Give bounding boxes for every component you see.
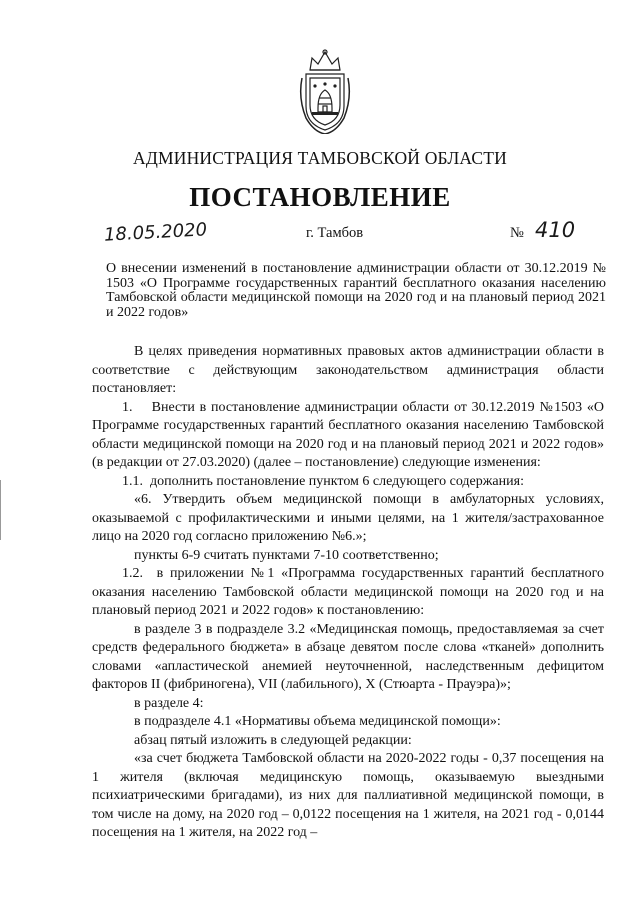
scan-edge-mark	[0, 480, 1, 540]
body-paragraph: в разделе 3 в подразделе 3.2 «Медицинская помощь, предоставляемая за счет средств федерального бюджета» в абзаце девятом после слова «тканей» дополнить словами «апластической анемией неуточненной, наследственным дефицитом факторов II (фибриногена), VII (лабильного), X (Стюарта - Прауэра)»;	[92, 621, 604, 692]
body-paragraph: пункты 6-9 считать пунктами 7-10 соответственно;	[134, 547, 439, 563]
body-paragraph: в подразделе 4.1 «Нормативы объема медицинской помощи»:	[134, 714, 501, 729]
organization-name: АДМИНИСТРАЦИЯ ТАМБОВСКОЙ ОБЛАСТИ	[133, 148, 507, 168]
body-paragraph: в разделе 4:	[134, 695, 204, 711]
document-number-label: №	[510, 225, 524, 241]
coat-of-arms-emblem	[296, 48, 354, 134]
body-paragraph: 1. Внести в постановление администрации области от 30.12.2019 №1503 «О Программе государственных гарантий бесплатного оказания населению Тамбовской области медицинской помощи на 2020 год и на плановый период 2021 и 2022 годов» (в редакции от 27.03.2020) (далее – постановление) следующие изменения:	[92, 399, 604, 470]
body-paragraph: абзац пятый изложить в следующей редакции:	[134, 732, 412, 748]
document-type-title: ПОСТАНОВЛЕНИЕ	[189, 182, 451, 212]
body-paragraph: В целях приведения нормативных правовых актов администрации области в соответствие с действующим законодательством администрация области постановляет:	[92, 344, 604, 396]
document-number: 410	[535, 218, 576, 242]
body-paragraph: «за счет бюджета Тамбовской области на 2020-2022 годы - 0,37 посещения на 1 жителя (включая медицинскую помощь, оказываемую выездными психиатрическими бригадами), из них для паллиативной медицинской помощи, в том числе на дому, на 2020 год – 0,0122 посещения на 1 жителя, на 2021 год - 0,0144 посещения на 1 жителя, на 2022 год –	[92, 751, 604, 840]
body-paragraph: 1.2. в приложении №1 «Программа государственных гарантий бесплатного оказания населению Тамбовской области медицинской помощи на 2020 год и на плановый период 2021 и 2022 годов» к постановлению:	[92, 566, 604, 618]
body-paragraph: «6. Утвердить объем медицинской помощи в амбулаторных условиях, оказываемой с профилактическими и иными целями, на 1 жителя/застрахованное лицо на 2020 год согласно приложению №6.»;	[92, 492, 604, 544]
document-subject: О внесении изменений в постановление администрации области от 30.12.2019 № 1503 «О Программе государственных гарантий бесплатного оказания населению Тамбовской области медицинской помощи на 2020 год и на плановый период 2021 и 2022 годов»	[106, 261, 606, 320]
document-city: г. Тамбов	[306, 225, 364, 241]
document-body	[92, 343, 604, 843]
document-date: 18.05.2020	[103, 219, 208, 246]
body-paragraph: 1.1. дополнить постановление пунктом 6 следующего содержания:	[122, 473, 524, 489]
